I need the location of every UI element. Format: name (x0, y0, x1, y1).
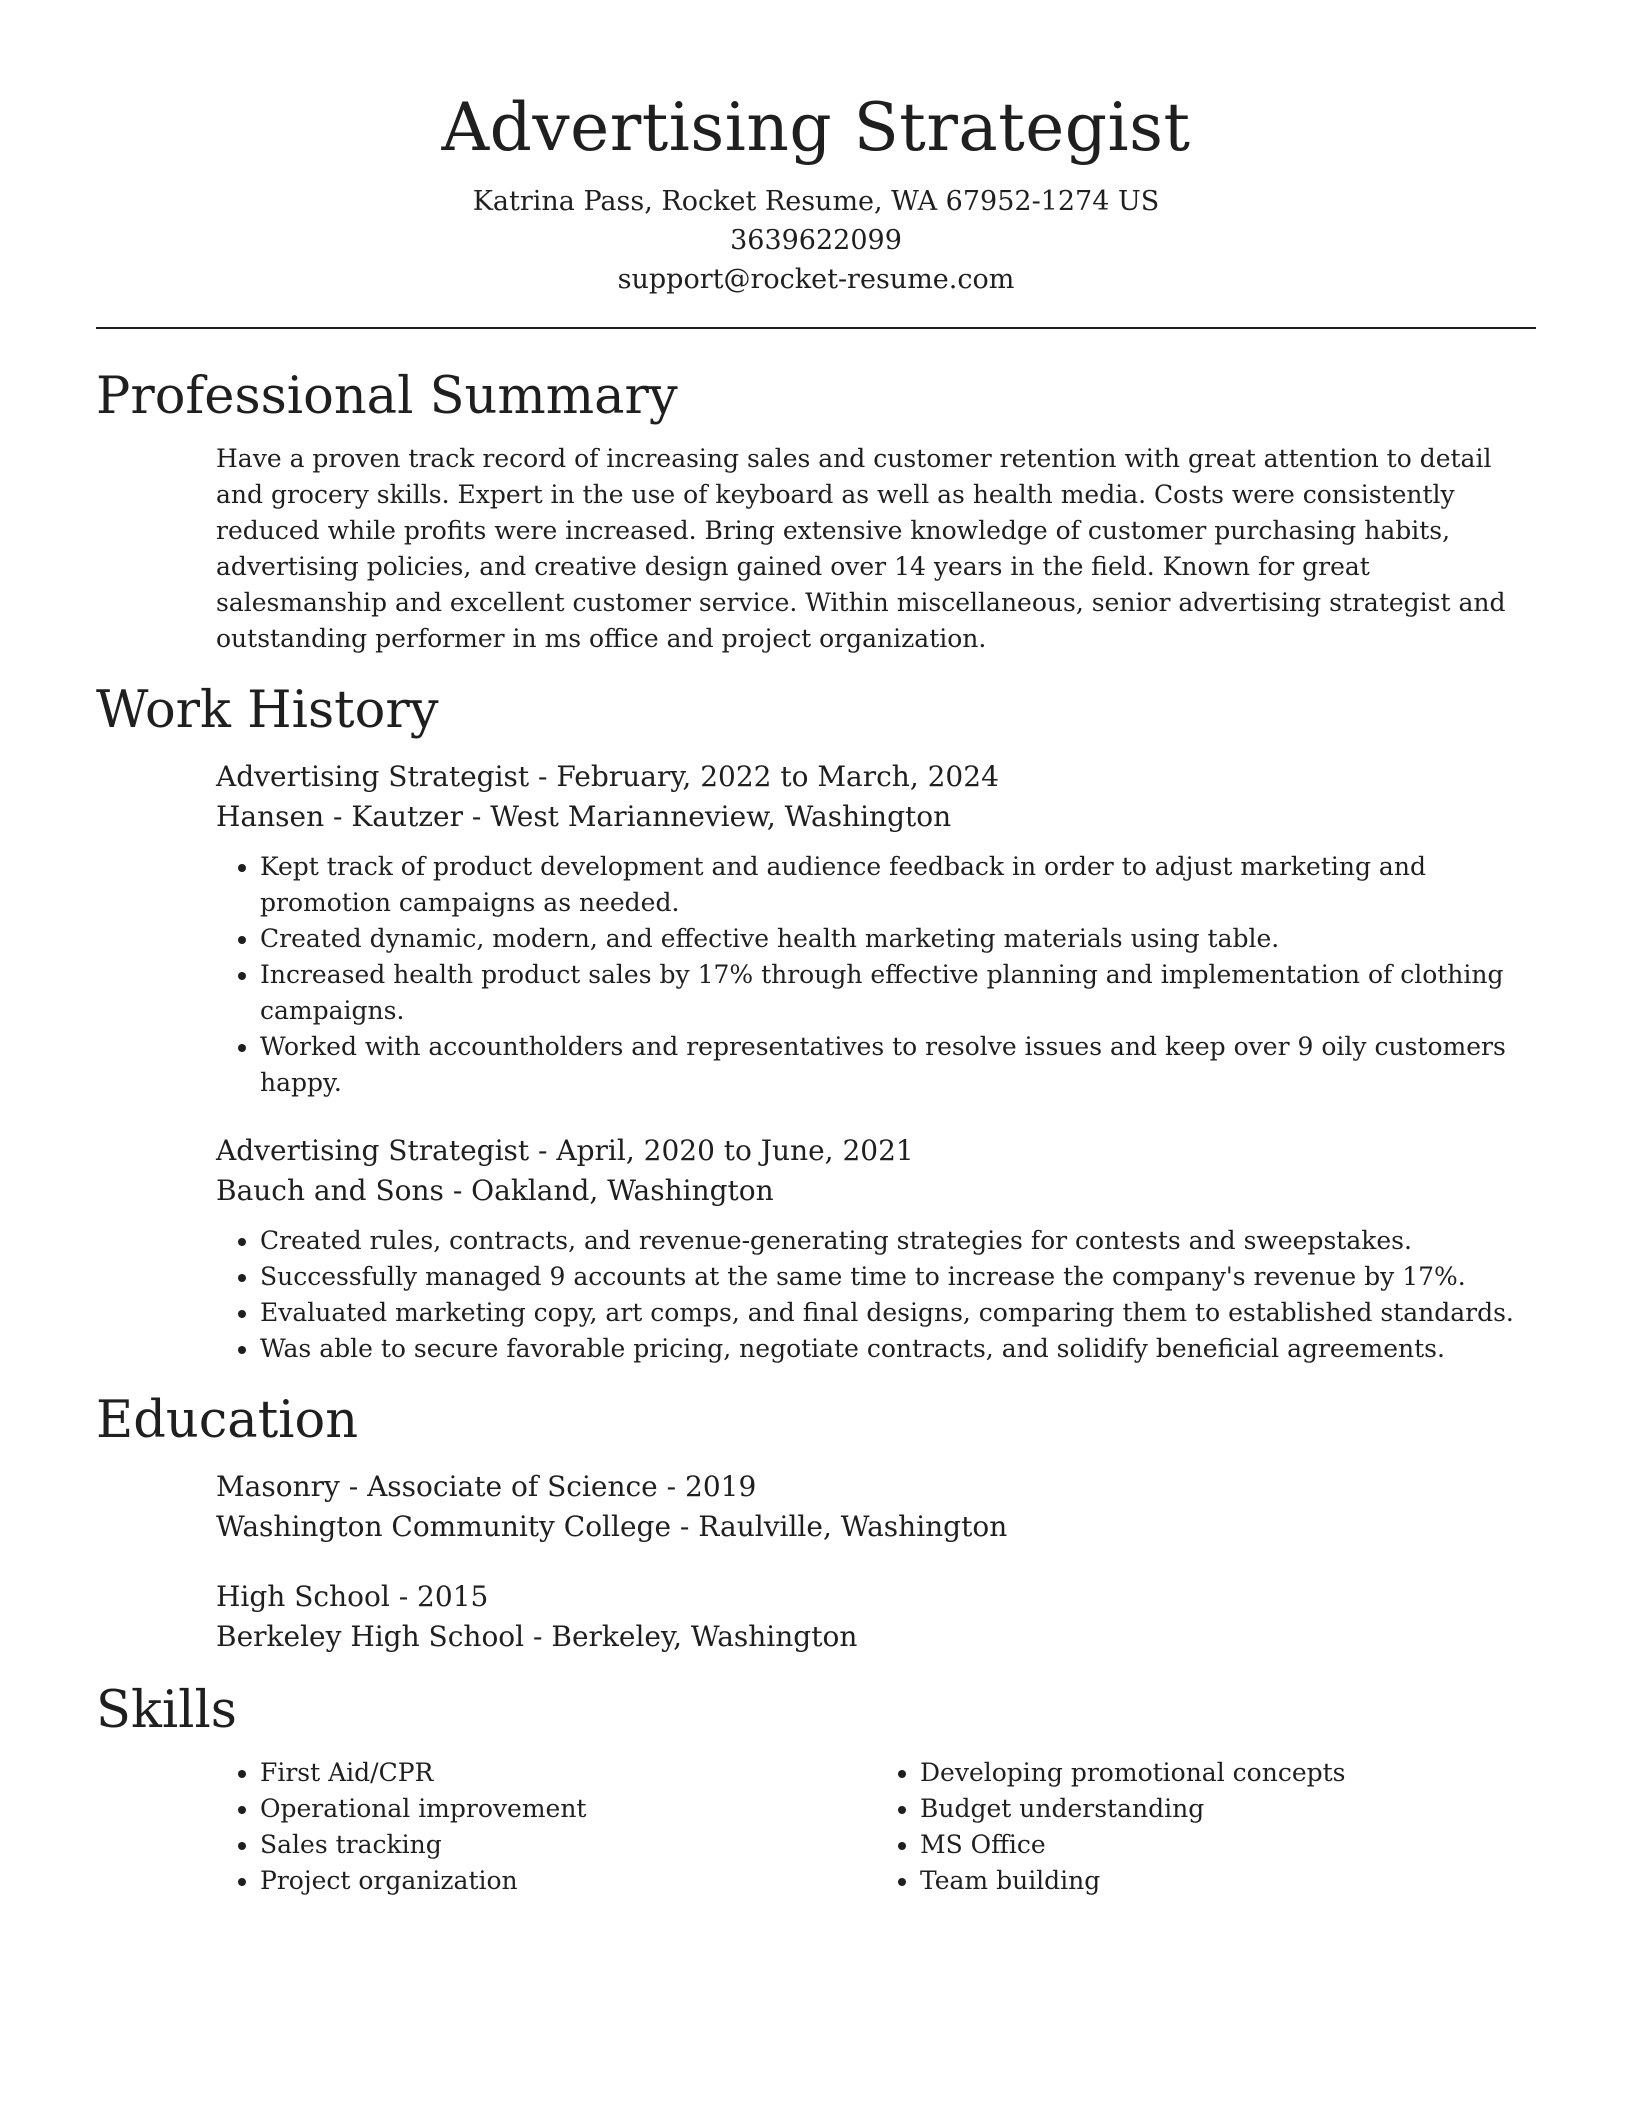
job-bullet: • Created dynamic, modern, and effective health marketing materials using table. (260, 921, 1536, 957)
job-bullet: • Successfully managed 9 accounts at the same time to increase the company's revenue by 17%. (260, 1259, 1536, 1295)
header-divider (96, 327, 1536, 329)
contact-phone: 3639622099 (730, 225, 902, 256)
education-school: Berkeley High School (216, 1620, 525, 1653)
job-bullets (216, 1223, 1536, 1367)
summary-text: Have a proven track record of increasing sales and customer retention with great attention to detail and grocery skills. Expert in the use of keyboard as well as health media. Costs were consistently reduced while profits were increased. Bring extensive knowledge of customer purchasing habits, advertising policies, and creative design gained over 14 years in the field. Known for great salesmanship and excellent customer service. Within miscellaneous, senior advertising strategist and outstanding performer in ms office and project organization. (216, 444, 1506, 653)
job-bullet: • Evaluated marketing copy, art comps, and final designs, comparing them to established standards. (260, 1295, 1536, 1331)
skills-heading: Skills (96, 1681, 237, 1740)
education-heading: Education (96, 1391, 359, 1450)
skills-list-right (876, 1755, 1536, 1899)
job-bullet: • Created rules, contracts, and revenue-generating strategies for contests and sweepstakes. (260, 1223, 1536, 1259)
skill-item: • Sales tracking (260, 1827, 876, 1863)
job-dates: - February, 2022 to March, 2024 (529, 760, 999, 793)
skill-item: • First Aid/CPR (260, 1755, 876, 1791)
contact-block (96, 182, 1536, 299)
skill-item: • MS Office (920, 1827, 1536, 1863)
job-bullets (216, 849, 1536, 1101)
job-bullet: • Increased health product sales by 17% through effective planning and implementation of clothing campaigns. (260, 957, 1536, 1029)
education-degree-line (216, 1577, 1536, 1617)
skills-section (96, 1679, 1536, 1899)
job-company: Bauch and Sons (216, 1174, 444, 1207)
job-title: Advertising Strategist (216, 760, 530, 793)
education-location: - Raulville, Washington (671, 1510, 1008, 1543)
job-bullet: • Was able to secure favorable pricing, negotiate contracts, and solidify beneficial agreements. (260, 1331, 1536, 1367)
education-year: - 2019 (657, 1470, 757, 1503)
skill-item: • Project organization (260, 1863, 876, 1899)
education-degree: Masonry - Associate of Science (216, 1470, 658, 1503)
skill-item: • Operational improvement (260, 1791, 876, 1827)
skills-columns (216, 1755, 1536, 1899)
education-entry (216, 1577, 1536, 1657)
resume-title: Advertising Strategist (441, 89, 1191, 166)
education-degree: High School (216, 1580, 390, 1613)
job-company: Hansen - Kautzer (216, 800, 463, 833)
job-bullet: • Kept track of product development and audience feedback in order to adjust marketing and promotion campaigns as needed. (260, 849, 1536, 921)
education-location: - Berkeley, Washington (524, 1620, 858, 1653)
resume-page (96, 0, 1536, 1899)
skills-list-left (216, 1755, 876, 1899)
education-section (96, 1389, 1536, 1657)
job-location: - West Marianneview, Washington (462, 800, 952, 833)
skill-item: • Budget understanding (920, 1791, 1536, 1827)
job-title-line (216, 757, 1536, 797)
job-entry (216, 757, 1536, 1101)
education-school-line (216, 1617, 1536, 1657)
education-school-line (216, 1507, 1536, 1547)
job-dates: - April, 2020 to June, 2021 (529, 1134, 914, 1167)
summary-section (96, 365, 1536, 657)
education-year: - 2015 (389, 1580, 489, 1613)
job-entry (216, 1131, 1536, 1367)
summary-heading: Professional Summary (96, 367, 678, 426)
job-company-line (216, 1171, 1536, 1211)
work-history-section (96, 679, 1536, 1367)
contact-email: support@rocket-resume.com (617, 264, 1015, 295)
skill-item: • Team building (920, 1863, 1536, 1899)
contact-address: Katrina Pass, Rocket Resume, WA 67952-1274 US (472, 186, 1160, 217)
job-location: - Oakland, Washington (443, 1174, 774, 1207)
job-title-line (216, 1131, 1536, 1171)
education-entry (216, 1467, 1536, 1547)
education-school: Washington Community College (216, 1510, 672, 1543)
skill-item: • Developing promotional concepts (920, 1755, 1536, 1791)
job-bullet: • Worked with accountholders and representatives to resolve issues and keep over 9 oily customers happy. (260, 1029, 1536, 1101)
education-degree-line (216, 1467, 1536, 1507)
job-title: Advertising Strategist (216, 1134, 530, 1167)
job-company-line (216, 797, 1536, 837)
work-history-heading: Work History (96, 681, 439, 740)
